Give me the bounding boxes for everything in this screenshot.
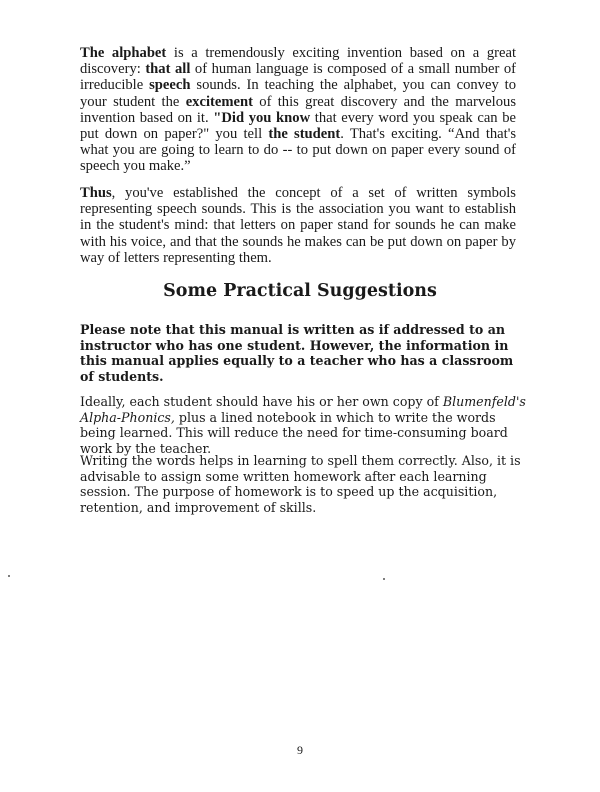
book-title: Blumenfeld's Alpha-Phonics, — [80, 394, 526, 425]
text: of human language is composed of a small number of irreducible — [80, 61, 516, 94]
bold-text: excitement — [185, 93, 253, 110]
bold-text: the student — [268, 126, 341, 143]
bold-text: Thus — [80, 185, 112, 201]
bold-text: that all — [145, 61, 191, 78]
text: that every word you speak can be put down on paper?" you tell — [80, 109, 517, 143]
paragraph-materials — [80, 394, 530, 456]
text: plus a lined notebook in which to write the words being learned. This will reduce the need for time-consuming board work by the teacher. — [80, 409, 508, 456]
bold-text: "Did you know — [213, 109, 311, 126]
text: Ideally, each student should have his or her own copy of — [80, 394, 443, 409]
scan-speck — [8, 575, 10, 577]
bold-text: The alphabet — [80, 45, 167, 61]
paragraph-association — [80, 185, 516, 266]
instructor-note: Please note that this manual is written as if addressed to an instructor who has one student. However, the information in this manual applies equally to a teacher who has a classroom of students. — [80, 322, 514, 384]
text: . That's exciting. “And that's what you are going to learn to do -- to put down on paper every sound of speech you make.” — [80, 126, 517, 175]
paragraph-alphabet-discovery — [80, 45, 516, 175]
text: , you've established the concept of a set of written symbols representing speech sounds. This is the association you want to establish in the student's mind: that letters on paper stand for sounds he can make with his voice, and that the sounds he makes can be put down on paper by way of letters representing them. — [80, 185, 516, 266]
bold-text: speech — [149, 77, 191, 94]
section-heading: Some Practical Suggestions — [163, 281, 437, 301]
text: sounds. In teaching the alphabet, you can convey to your student the — [80, 77, 516, 110]
text: is a tremendously exciting invention based on a great discovery: — [80, 45, 517, 78]
scan-speck — [383, 578, 385, 580]
page-number: 9 — [297, 743, 303, 757]
paragraph-homework: Writing the words helps in learning to spell them correctly. Also, it is advisable to assign some written homework after each learning session. The purpose of homework is to speed up the acquisition, retention, and improvement of skills. — [80, 453, 521, 515]
text: of this great discovery and the marvelous invention based on it. — [80, 93, 516, 126]
